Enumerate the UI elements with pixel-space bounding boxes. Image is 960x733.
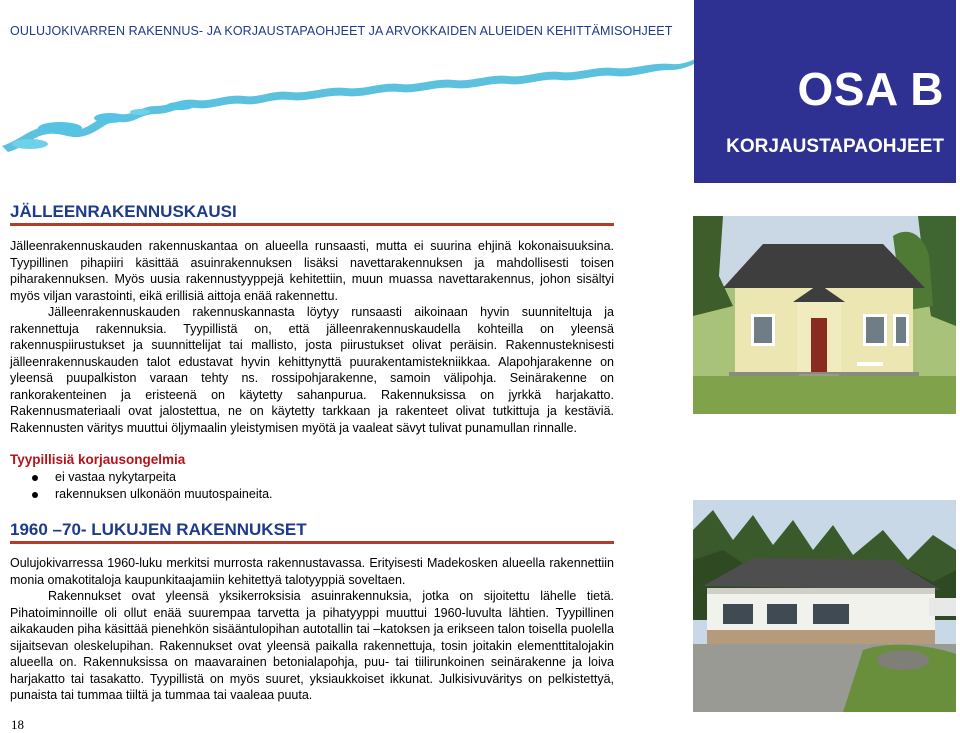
section1-body bbox=[10, 238, 614, 436]
section2-paragraph-1: Oulujokivarressa 1960-luku merkitsi murrosta rakennustavassa. Erityisesti Madekosken alueella rakennettiin monia omakotitaloja kaupunkitaajamiin kehitettyä talotyyppiä soveltaen. bbox=[10, 556, 614, 587]
page-number: 18 bbox=[11, 717, 24, 732]
section-badge bbox=[694, 0, 956, 183]
list-item bbox=[10, 469, 273, 486]
modern-house-photo bbox=[693, 500, 956, 712]
section-badge-subtitle: KORJAUSTAPAOHJEET bbox=[726, 136, 944, 157]
heading-divider bbox=[10, 223, 614, 226]
bullet-icon bbox=[32, 475, 38, 481]
list-item bbox=[10, 486, 273, 503]
heading-divider bbox=[10, 541, 614, 544]
problems-list bbox=[10, 469, 273, 503]
section-heading-jalleenrakennuskausi: JÄLLEENRAKENNUSKAUSI bbox=[10, 202, 237, 221]
section1-paragraph-1: Jälleenrakennuskauden rakennuskantaa on alueella runsaasti, mutta ei suurina ehjinä kokonaisuuksina. Tyypillinen pihapiiri käsittää asuinrakennuksen lisäksi navettarakennuksen ja mahdollisesti toisen piharakennuksen. Myös uusia rakennustyyppejä kehitettiin, muun muassa navettarakennus, johon sisältyi myös viljan varastointi, eikä erillisiä aittoja enää rakennettu. bbox=[10, 239, 614, 303]
section2-body bbox=[10, 555, 614, 704]
section-heading-1960-70: 1960 –70- LUKUJEN RAKENNUKSET bbox=[10, 520, 307, 539]
bullet-icon bbox=[32, 492, 38, 498]
list-item-label: ei vastaa nykytarpeita bbox=[55, 470, 176, 484]
section2-paragraph-2: Rakennukset ovat yleensä yksikerroksisia asuinrakennuksia, jotka on sijoitettu lähelle tietä. Pihatoiminnoille oli ollut enää suurempaa tarvetta ja pihatyyppi muuttui 1960-luvulta lähtien. Tyypillinen aikakauden piha käsittää pienehkön sisääntulopihan autotallin tai –katoksen ja erikseen talon toisella puolella sijaitsevan oleskelupihan. Rakennukset ovat yleensä paikalla rakennettuja, tosin joitakin elementtitalojakin alueella on. Rakennuksissa on maavarainen betonialapohja, puu- tai tiilirunkoinen seinärakenne ja loiva harjakatto tai tasakatto. Tyypillistä on myös suuret, yksiaukkoiset ikkunat. Julkisivuväritys on pelkistettyä, punaista tai tummaa tiiltä ja tummaa tai vaaleaa puuta. bbox=[10, 589, 614, 702]
problems-heading: Tyypillisiä korjausongelmia bbox=[10, 452, 186, 467]
list-item-label: rakennuksen ulkonäön muutospaineita. bbox=[55, 487, 273, 501]
section1-paragraph-2: Jälleenrakennuskauden rakennuskannasta löytyy runsaasti aikoinaan hyvin suunniteltuja ja rakennettuja rakennuksia. Tyypillistä on, että jälleenrakennuskaudella kohteilla on yleensä rakennuspiirustukset ja suunnittelijat tai mallisto, josta piirustukset olivat peräisin. Rakennusteknisesti jälleenrakennuskauden talot edustavat hyvin kehittynyttä puurakentamistekniikkaa. Alapohjarakenne on yleensä puupalkiston varaan tehty ns. rossipohjarakenne, samoin välipohja. Seinärakenne on rankorakenteinen ja eristeenä on käytetty sahanpurua. Rakennuksissa on jyrkkä harjakatto. Rakennusmateriaali ovat jalostettua, ne on käytetty tarkkaan ja rakenteet olivat tutkittuja ja kestäviä. Rakennusten väritys muuttui öljymaalin yleistymisen myötä ja vaaleat sävyt tulivat punamullan rinnalle. bbox=[10, 305, 614, 435]
yellow-house-photo bbox=[693, 216, 956, 414]
section-badge-title: OSA B bbox=[797, 63, 944, 115]
river-map-graphic bbox=[0, 48, 700, 158]
document-header-title: OULUJOKIVARREN RAKENNUS- JA KORJAUSTAPAOHJEET JA ARVOKKAIDEN ALUEIDEN KEHITTÄMISOHJEET bbox=[10, 24, 673, 38]
